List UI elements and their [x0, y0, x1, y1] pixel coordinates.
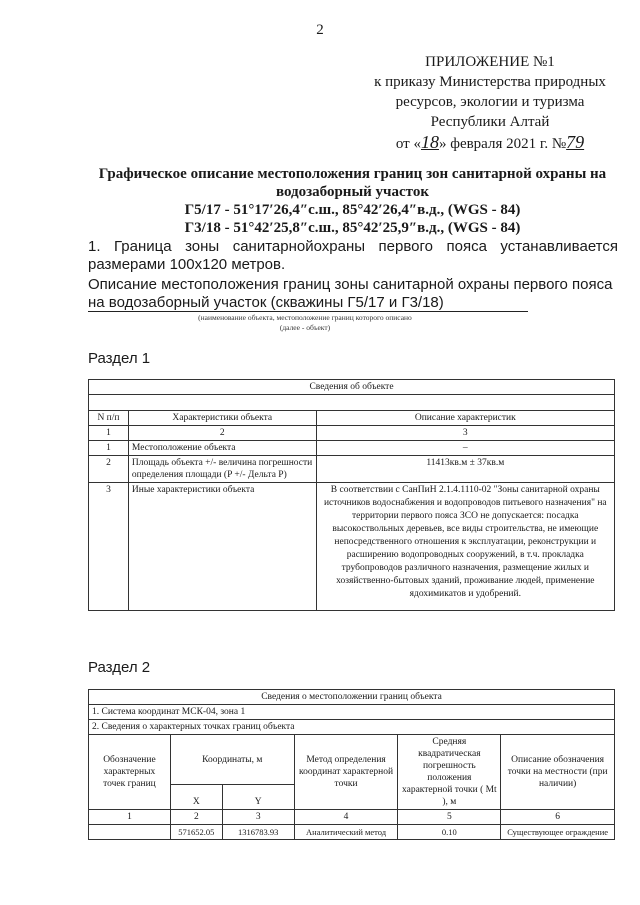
row-num: 3 [89, 483, 129, 611]
table-row [89, 411, 615, 426]
boundary-table [88, 689, 615, 840]
point-cell [89, 825, 171, 840]
index-cell: 3 [222, 810, 294, 825]
index-cell: 6 [501, 810, 615, 825]
row-char: Площадь объекта +/- величина погрешности определения площади (P +/- Дельта P) [128, 456, 316, 483]
blank-cell [89, 395, 615, 411]
index-cell: 3 [316, 426, 614, 441]
col-designation: Обозначение характерных точек границ [89, 735, 171, 810]
col-y: Y [222, 785, 294, 810]
paragraph-2-note [100, 313, 510, 333]
table-row [89, 426, 615, 441]
index-cell: 2 [170, 810, 222, 825]
appendix-line-1: к приказу Министерства природных [374, 74, 606, 90]
col-header-num: N п/п [89, 411, 129, 426]
doc-title [80, 165, 625, 201]
desc-cell: Существующее ограждение [501, 825, 615, 840]
table-row [89, 825, 615, 840]
row-char: Иные характеристики объекта [128, 483, 316, 611]
row-char: Местоположение объекта [128, 441, 316, 456]
row-desc: В соответствии с СанПиН 2.1.4.1110-02 "Зоны санитарной охраны источников водоснабжения и водопроводов питьевого назначения" на территории первого пояса ЗСО не допускается: посадка высокоствольных деревьев, все виды строительства, не имеющие непосредственного отношения к эксплуатации, реконструкции и расширению водопроводных сооружений, в т.ч. прокладка трубопроводов различного назначения, размещение жилых и хозяйственно-бытовых зданий, проживание людей, применение ядохимикатов и удобрений. [316, 483, 614, 611]
note-line-2: (далее - объект) [279, 323, 331, 332]
section-1-label: Раздел 1 [88, 350, 151, 367]
table-row [89, 810, 615, 825]
underline-divider [88, 311, 528, 312]
table-row [89, 441, 615, 456]
appendix-line-3: Республики Алтай [430, 114, 550, 130]
date-number: 79 [566, 132, 585, 152]
date-day: 18 [420, 132, 439, 152]
table-row [89, 690, 615, 705]
col-x: X [170, 785, 222, 810]
table-row [89, 395, 615, 411]
table-row [89, 720, 615, 735]
method-cell: Аналитический метод [294, 825, 398, 840]
table-row [89, 483, 615, 611]
col-error: Средняя квадратическая погрешность положения характерной точки ( Mt ), м [398, 735, 501, 810]
table-row [89, 456, 615, 483]
appendix-line-2: ресурсов, экологии и туризма [395, 94, 585, 110]
paragraph-1: 1. Граница зоны санитарнойохраны первого пояса устанавливается размерами 100х120 метров. [88, 238, 618, 273]
table-header: Сведения об объекте [89, 380, 615, 395]
points-header: 2. Сведения о характерных точках границ объекта [89, 720, 615, 735]
table-row [89, 705, 615, 720]
appendix-date [365, 132, 615, 154]
page-number: 2 [316, 22, 324, 38]
col-coords: Координаты, м [170, 735, 294, 785]
paragraph-2: Описание местоположения границ зоны санитарной охраны первого пояса на водозаборный участок (скважины Г5/17 и Г3/18) [88, 276, 613, 311]
col-header-desc: Описание характеристик [316, 411, 614, 426]
title-line-3: Г5/17 - 51°17′26,4″с.ш., 85°42′26,4″в.д., (WGS - 84) [184, 202, 521, 218]
row-num: 2 [89, 456, 129, 483]
appendix-block [365, 52, 615, 154]
table-header: Сведения о местоположении границ объекта [89, 690, 615, 705]
object-info-table [88, 379, 615, 611]
title-line-2: водозаборный участок [275, 184, 429, 200]
table-row [89, 380, 615, 395]
y-cell: 1316783.93 [222, 825, 294, 840]
doc-coordinates [80, 201, 625, 237]
note-line-1: (наименование объекта, местоположение границ которого описано [198, 313, 412, 322]
index-cell: 5 [398, 810, 501, 825]
index-cell: 1 [89, 810, 171, 825]
col-desc: Описание обозначения точки на местности (при наличии) [501, 735, 615, 810]
x-cell: 571652.05 [170, 825, 222, 840]
col-method: Метод определения координат характерной точки [294, 735, 398, 810]
index-cell: 4 [294, 810, 398, 825]
title-line-4: Г3/18 - 51°42′25,8″с.ш., 85°42′25,9″в.д., (WGS - 84) [184, 220, 521, 236]
row-num: 1 [89, 441, 129, 456]
index-cell: 1 [89, 426, 129, 441]
error-cell: 0.10 [398, 825, 501, 840]
row-desc: 11413кв.м ± 37кв.м [316, 456, 614, 483]
title-line-1: Графическое описание местоположения границ зон санитарной охраны на [98, 166, 607, 182]
appendix-heading: ПРИЛОЖЕНИЕ №1 [425, 54, 555, 70]
section-2-label: Раздел 2 [88, 659, 151, 676]
row-desc: – [316, 441, 614, 456]
index-cell: 2 [128, 426, 316, 441]
col-header-char: Характеристики объекта [128, 411, 316, 426]
date-prefix: от « [395, 136, 421, 152]
coord-system: 1. Система координат МСК-04, зона 1 [89, 705, 615, 720]
table-row [89, 735, 615, 785]
date-mid: » февраля 2021 г. № [438, 136, 567, 152]
